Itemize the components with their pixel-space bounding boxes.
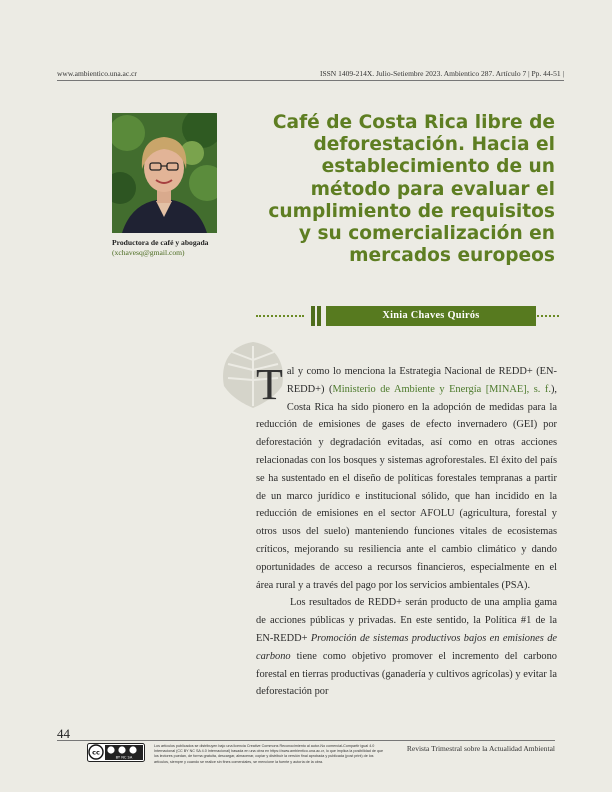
paragraph-1 xyxy=(256,360,557,594)
paragraph-text: Los resultados de REDD+ serán producto de una amplia gama de acciones públicas y privadas. En este sentido, la Política #1 de la EN-REDD+ xyxy=(256,597,557,644)
author-role: Productora de café y abogada xyxy=(112,238,209,247)
nc-icon xyxy=(118,746,125,753)
svg-text:cc: cc xyxy=(92,748,100,757)
paragraph-text: ), Costa Rica ha sido pionero en la adopción de medidas para la reducción de emisiones de gases de efecto invernadero (GEI) por deforestación y degradación evitadas, así como en otras acciones relacionadas con los bosques y sistemas agroforestales. El éxito del país se ha sustentado en el diseño de políticas forestales tempranas a partir de un marco jurídico e institucional sólido, que han incidido en la reducción de emisiones en el sector AFOLU (agricultura, forestal y otros usos del suelo) manteniendo funciones vitales de ecosistemas críticos, mejorando su resiliencia ante el cambio climático y dando oportunidades de acceso a recursos financieros, especialmente en el área rural y a través del pago por los servicios ambientales (PSA). xyxy=(256,383,557,591)
dotted-rule-right xyxy=(537,315,559,317)
paragraph-text: al y como lo menciona la Estrategia Nacional de REDD+ (EN-REDD+) ( xyxy=(286,366,557,395)
license-text: Los artículos publicados se distribuyen bajo una licencia Creative Commons Reconocimiento al autor-No comercial-Compartir igual 4.0 Internacional (CC BY NC SA 4.0 Internacional) basada en una obra en https://www.ambientico.una.ac.cr, lo que implica la posibilidad de que los lectores puedan, de forma gratuita, descargar, almacenar, copiar y distribuir la versión final aprobada y publicada (post print) de los artículos, siempre y cuando se realice sin fines comerciales, se mencione la fuente y autoría de la obra. xyxy=(154,744,384,764)
bar-accent xyxy=(317,306,321,326)
article-title: Café de Costa Rica libre de deforestación. Hacia el establecimiento de un método para evaluar el cumplimiento de requisitos y su comercialización en mercados europeos xyxy=(268,112,555,267)
journal-website[interactable]: www.ambientico.una.ac.cr xyxy=(57,69,137,78)
author-name: Xinia Chaves Quirós xyxy=(326,306,536,326)
paragraph-2 xyxy=(256,594,557,701)
citation-link[interactable]: Ministerio de Ambiente y Energía [MINAE], s. f. xyxy=(332,383,551,395)
page-number: 44 xyxy=(57,726,70,741)
drop-cap: T xyxy=(256,360,283,409)
sa-icon xyxy=(129,746,136,753)
author-bar xyxy=(256,306,559,326)
author-caption xyxy=(112,238,222,257)
article-body xyxy=(256,360,557,701)
dotted-rule-left xyxy=(256,315,304,317)
cc-badge-text: BY NC SA xyxy=(115,755,133,760)
by-icon xyxy=(107,746,114,753)
author-photo xyxy=(112,113,217,233)
journal-name: Revista Trimestral sobre la Actualidad Ambiental xyxy=(406,744,555,753)
header-divider xyxy=(57,80,564,81)
footer-divider xyxy=(57,740,555,741)
policy-name: Promoción de sistemas productivos bajos en emisiones de carbono xyxy=(256,632,557,662)
creative-commons-icon[interactable] xyxy=(87,743,145,762)
bar-accent xyxy=(311,306,315,326)
paragraph-text: tiene como objetivo promover el incremento del carbono forestal en tierras productivas (ganadería y cultivos agrícolas) y evitar la deforestación por xyxy=(256,650,557,698)
author-email[interactable]: (xchavesq@gmail.com) xyxy=(112,247,185,257)
issn-citation: ISSN 1409-214X. Julio-Setiembre 2023. Ambientico 287. Artículo 7 | Pp. 44-51 | xyxy=(319,69,564,78)
